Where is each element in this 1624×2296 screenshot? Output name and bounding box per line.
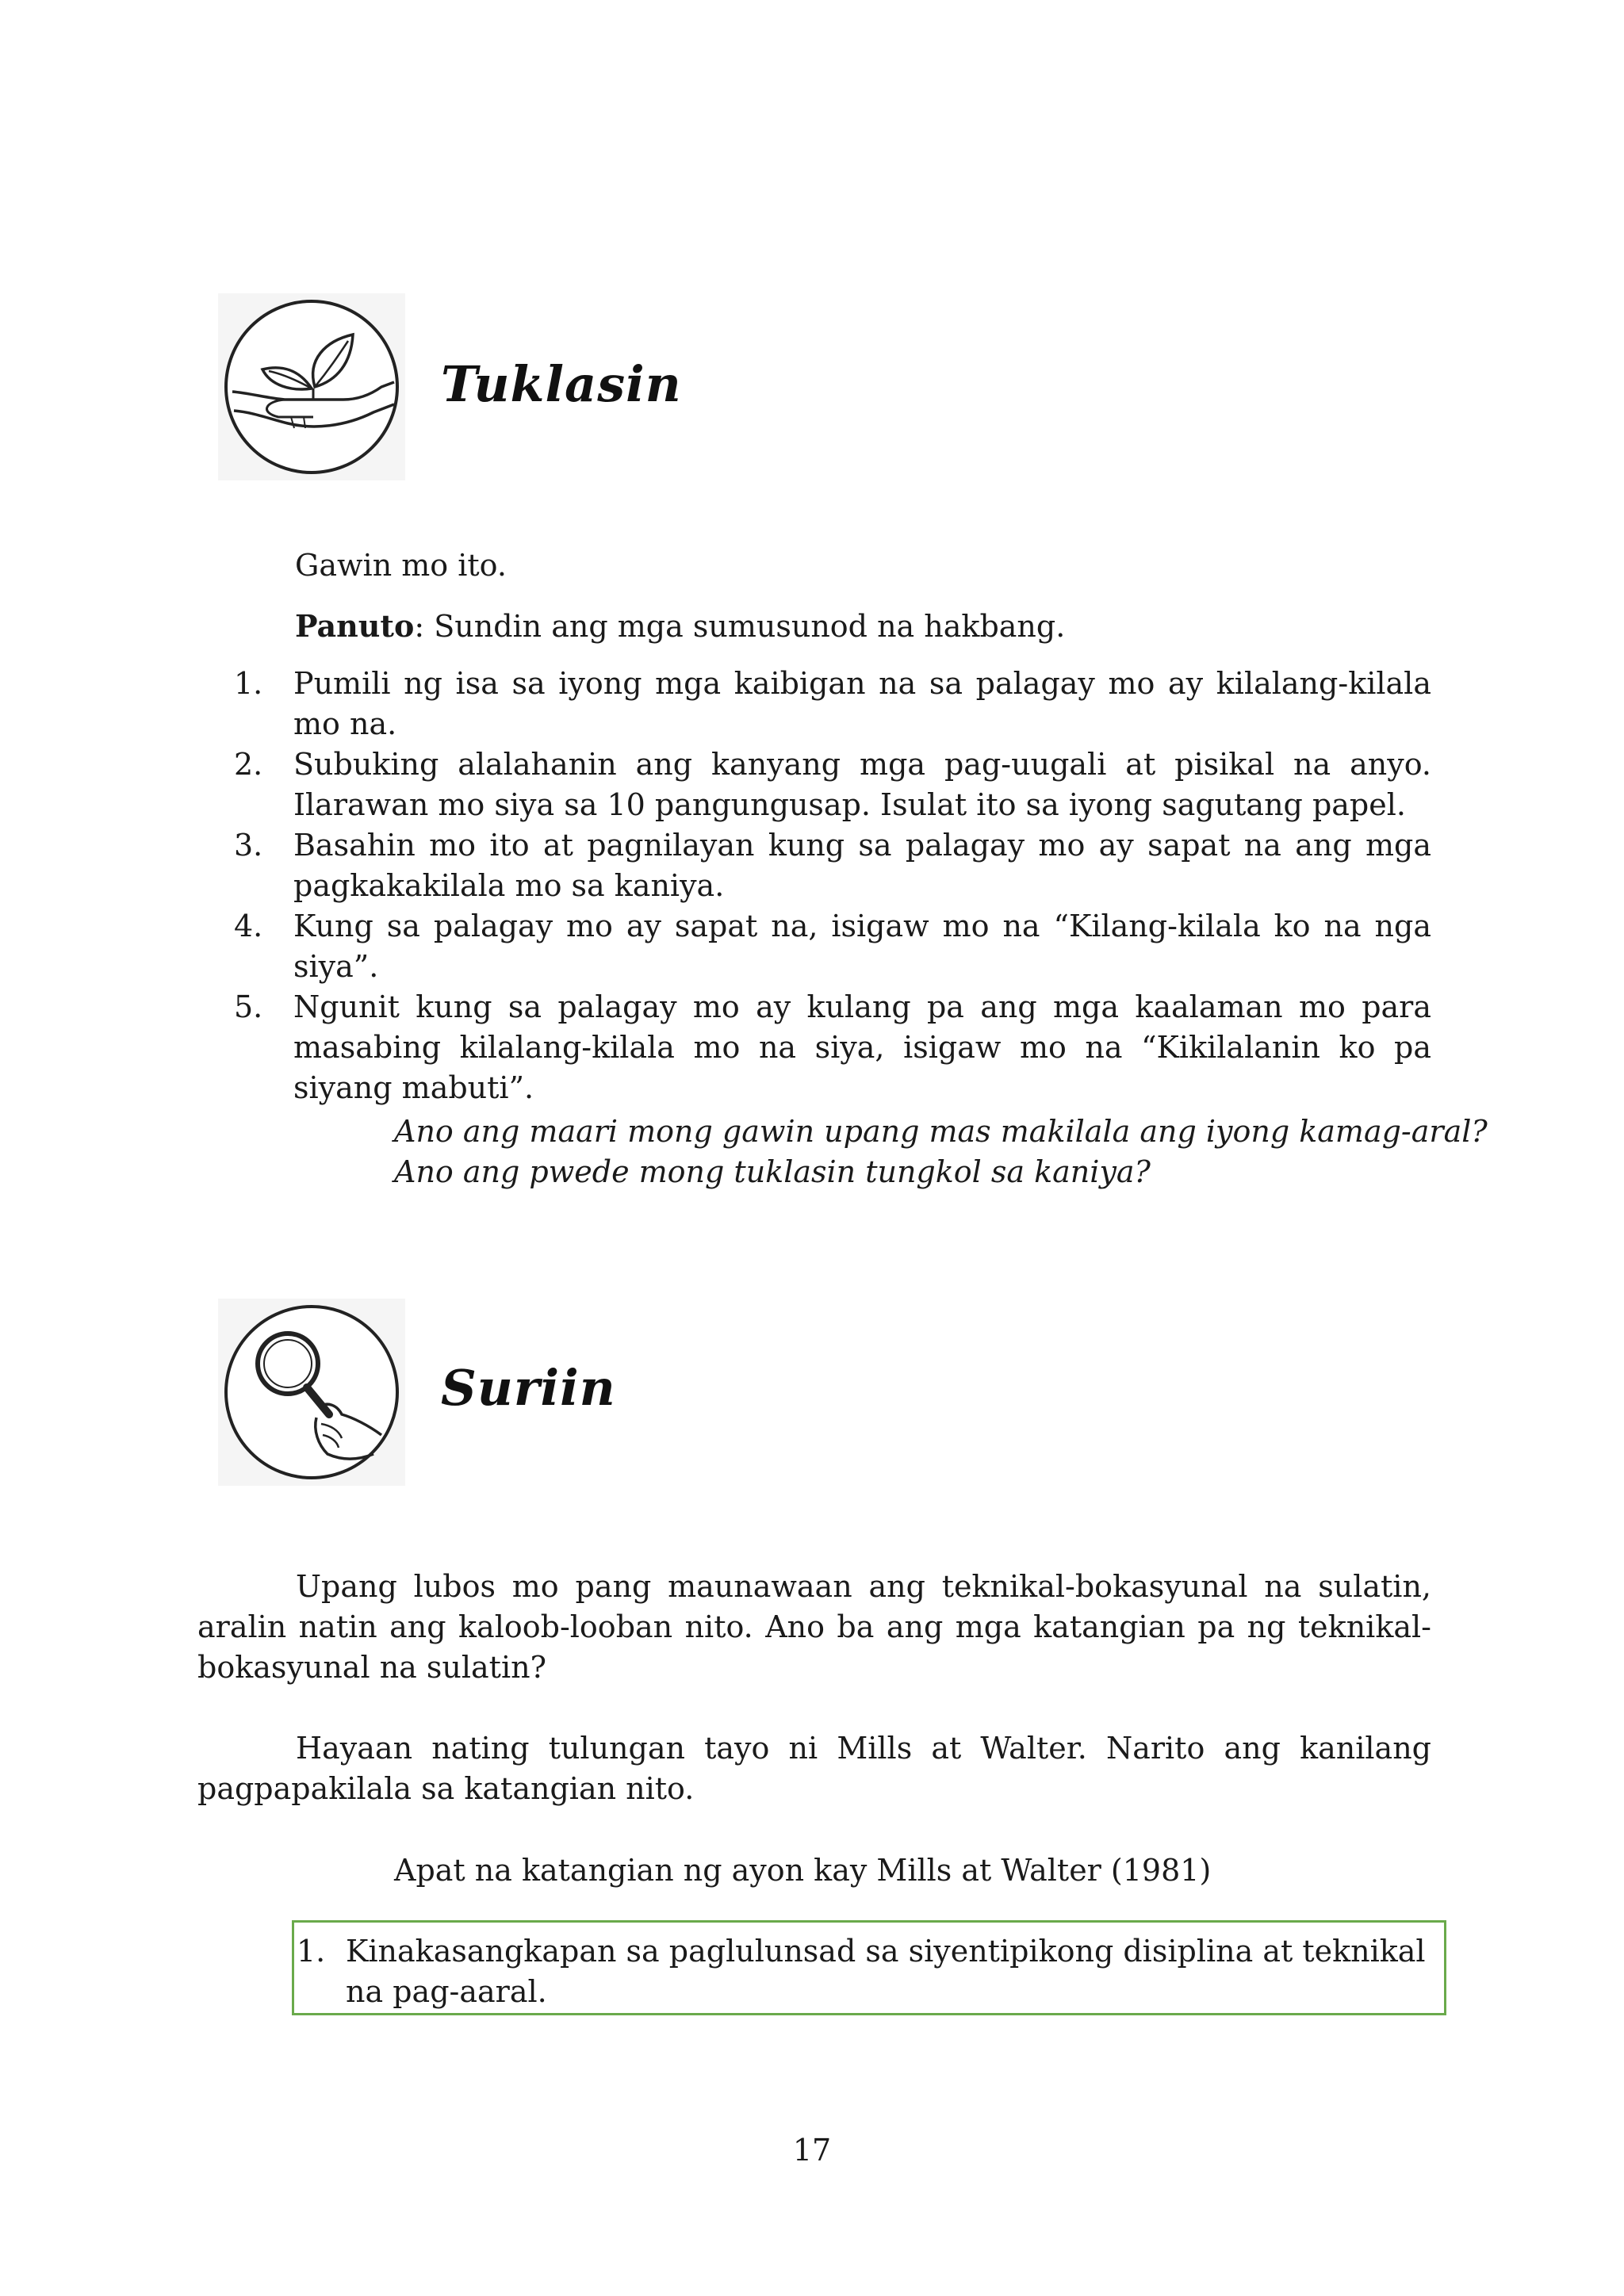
list-item-text: Basahin mo ito at pagnilayan kung sa palagay mo ay sapat na ang mga pagkakakilala mo sa kaniya. [293,828,1431,903]
suriin-paragraph-1: Upang lubos mo pang maunawaan ang teknikal-bokasyunal na sulatin, aralin natin ang kaloob-looban nito. Ano ba ang mga katangian pa ng teknikal-bokasyunal na sulatin? [197,1569,1431,1685]
list-item-number: 3. [234,828,263,863]
list-item [234,825,1431,906]
intro-text: Gawin mo ito. [295,548,507,583]
panuto-line [295,606,1065,647]
list-item-number: 2. [234,747,263,782]
list-item-text: Pumili ng isa sa iyong mga kaibigan na sa palagay mo ay kilalang-kilala mo na. [293,666,1431,741]
hand-plant-icon [218,293,405,480]
magnifying-glass-hand-icon [218,1299,405,1486]
panuto-label: Panuto [295,608,415,644]
list-item-text: Ngunit kung sa palagay mo ay kulang pa ang mga kaalaman mo para masabing kilalang-kilala mo na siya, isigaw mo na “Kikilalanin ko pa siyang mabuti”. [293,989,1431,1105]
reflection-question-1: Ano ang maari mong gawin upang mas makilala ang iyong kamag-aral? [394,1114,1488,1149]
section-title-tuklasin: Tuklasin [441,355,682,413]
reflection-question-2: Ano ang pwede mong tuklasin tungkol sa kaniya? [394,1154,1151,1189]
list-item-number: 4. [234,909,263,943]
highlight-item [297,1931,1434,2012]
suriin-paragraph-2: Hayaan nating tulungan tayo ni Mills at Walter. Narito ang kanilang pagpapakilala sa katangian nito. [197,1731,1431,1806]
page-number: 17 [792,2133,832,2168]
list-item [234,906,1431,987]
list-item [234,744,1431,825]
list-item [234,664,1431,744]
list-item [234,987,1431,1108]
steps-list [234,664,1431,1108]
list-item-number: 1. [234,666,263,701]
list-item-text: Kung sa palagay mo ay sapat na, isigaw mo na “Kilang-kilala ko na nga siya”. [293,909,1431,984]
list-item-text: Subuking alalahanin ang kanyang mga pag-uugali at pisikal na anyo. Ilarawan mo siya sa 10 pangungusap. Isulat ito sa iyong sagutang papel. [293,747,1431,822]
highlight-item-number: 1. [297,1934,326,1969]
list-item-number: 5. [234,989,263,1024]
characteristics-subheading: Apat na katangian ng ayon kay Mills at Walter (1981) [394,1853,1212,1888]
highlight-item-text: Kinakasangkapan sa paglulunsad sa siyentipikong disiplina at teknikal na pag-aaral. [346,1934,1426,2009]
panuto-text: : Sundin ang mga sumusunod na hakbang. [414,609,1066,644]
section-title-suriin: Suriin [441,1359,616,1417]
